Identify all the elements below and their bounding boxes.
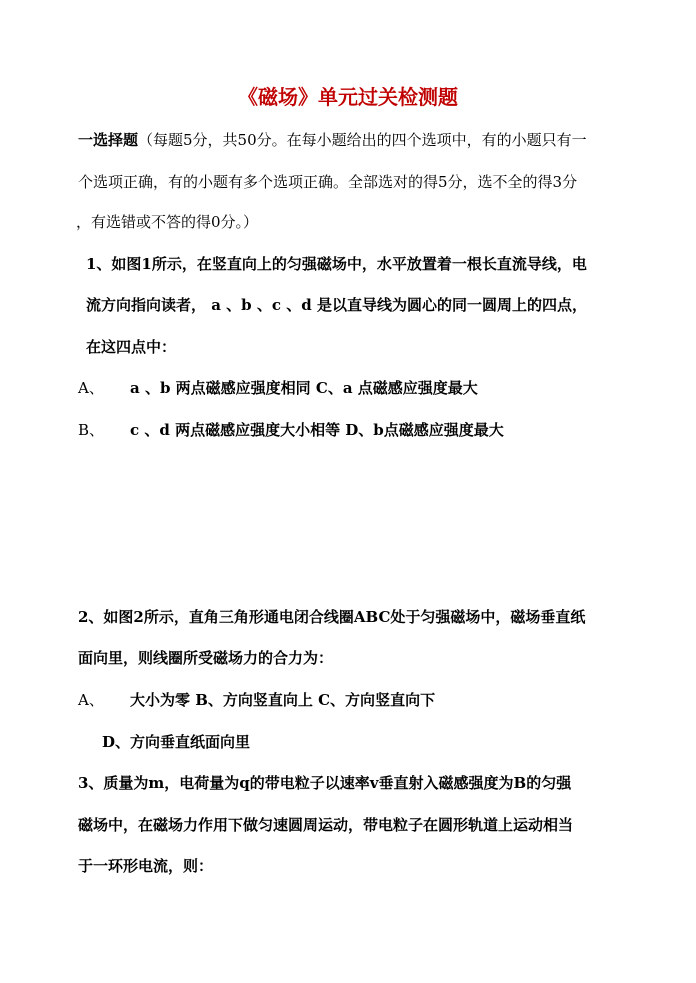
question-1-option-row-1 xyxy=(78,378,478,398)
question-1-line-3: 在这四点中： xyxy=(86,338,177,356)
question-1-option-row-2 xyxy=(78,420,504,440)
question-2-line-2: 面向里，则线圈所受磁场力的合力为： xyxy=(78,649,334,667)
question-3-line-1: 3、质量为m，电荷量为q的带电粒子以速率v垂直射入磁感强度为B的匀强 xyxy=(78,774,572,792)
option-label: B、 xyxy=(78,421,105,439)
option-text: 大小为零 B、方向竖直向上 C、方向竖直向下 xyxy=(130,691,436,709)
question-1-line-1: 1、如图1所示，在竖直向上的匀强磁场中，水平放置着一根长直流导线，电 xyxy=(86,255,587,273)
question-2-line-1: 2、如图2所示，直角三角形通电闭合线圈ABC处于匀强磁场中，磁场垂直纸 xyxy=(78,608,586,626)
question-3-line-3: 于一环形电流，则： xyxy=(78,857,214,875)
question-1-line-2: 流方向指向读者， a 、b 、c 、d 是以直导线为圆心的同一圆周上的四点， xyxy=(86,296,587,314)
question-2-option-row-2: D、方向垂直纸面向里 xyxy=(102,733,251,751)
question-2-option-row-1 xyxy=(78,690,435,710)
option-label: A、 xyxy=(78,691,104,709)
section-instructions-text-1: （每题5分，共50分。在每小题给出的四个选项中，有的小题只有一 xyxy=(138,131,587,149)
option-text: a 、b 两点磁感应强度相同 C、a 点磁感应强度最大 xyxy=(130,379,478,397)
option-text: c 、d 两点磁感应强度大小相等 D、b点磁感应强度最大 xyxy=(130,421,504,439)
document-title: 《磁场》单元过关检测题 xyxy=(238,85,458,109)
section-instructions-line-3: ，有选错或不答的得0分。） xyxy=(76,213,259,231)
option-label: A、 xyxy=(78,379,104,397)
question-3-line-2: 磁场中，在磁场力作用下做匀速圆周运动，带电粒子在圆形轨道上运动相当 xyxy=(78,816,574,834)
section-instructions-line-2: 个选项正确，有的小题有多个选项正确。全部选对的得5分，选不全的得3分 xyxy=(78,173,578,191)
section-heading: 一选择题 xyxy=(78,131,139,149)
section-instructions-line-1 xyxy=(78,130,587,150)
